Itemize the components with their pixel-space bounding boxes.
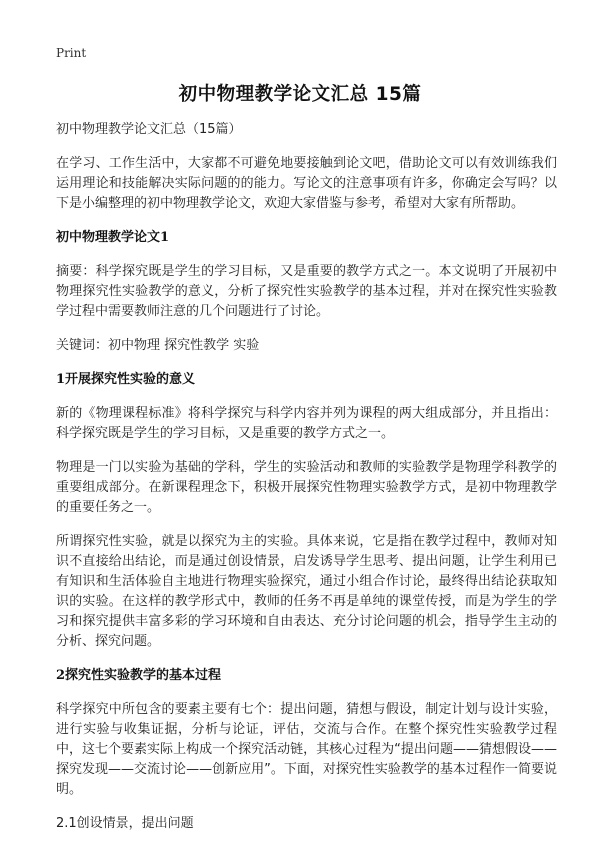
paragraph-seven-elements: 科学探究中所包含的要素主要有七个：提出问题，猜想与假设，制定计划与设计实验，进行实验与收集证据，分析与论证，评估，交流与合作。在整个探究性实验教学过程中，这七个要素实际上构成一个探究活动链，其核心过程为“提出问题——猜想假设——探究发现——交流讨论——创新应用”。下面，对探究性实验教学的基本过程作一简要说明。 <box>56 702 557 797</box>
section-heading: 初中物理教学论文1 <box>56 230 170 245</box>
paragraph-physics-experiment: 物理是一门以实验为基础的学科，学生的实验活动和教师的实验教学是物理学科教学的重要组成部分。在新课程理念下，积极开展探究性物理实验教学方式，是初中物理教学的重要任务之一。 <box>56 460 557 515</box>
intro-paragraph: 在学习、工作生活中，大家都不可避免地要接触到论文吧，借助论文可以有效训练我们运用理论和技能解决实际问题的的能力。写论文的注意事项有许多，你确定会写吗？以下是小编整理的初中物理教学论文，欢迎大家借鉴与参考，希望对大家有所帮助。 <box>56 156 557 211</box>
paragraph-inquiry-definition: 所谓探究性实验，就是以探究为主的实验。具体来说，它是指在教学过程中，教师对知识不直接给出结论，而是通过创设情景，启发诱导学生思考、提出问题，让学生利用已有知识和生活体验自主地进行物理实验探究，通过小组合作讨论，最终得出结论获取知识的实验。在这样的教学形式中，教师的任务不再是单纯的课堂传授，而是为学生的学习和探究提供丰富多彩的学习环境和自由表达、充分讨论问题的机会，指导学生主动的分析、探究问题。 <box>56 534 557 649</box>
document-body <box>56 120 557 848</box>
print-label[interactable]: Print <box>56 46 87 60</box>
heading-significance: 1开展探究性实验的意义 <box>56 372 196 387</box>
document-subtitle: 初中物理教学论文汇总（15篇） <box>56 122 242 137</box>
paragraph-curriculum: 新的《物理课程标准》将科学探究与科学内容并列为课程的两大组成部分，并且指出：科学探究既是学生的学习目标，又是重要的教学方式之一。 <box>56 406 557 441</box>
subheading-create-scenario: 2.1创设情景，提出问题 <box>56 816 194 831</box>
abstract-paragraph: 摘要：科学探究既是学生的学习目标，又是重要的教学方式之一。本文说明了开展初中物理探究性实验教学的意义，分析了探究性实验教学的基本过程，并对在探究性实验教学过程中需要教师注意的几个问题进行了讨论。 <box>56 264 557 319</box>
heading-basic-process: 2探究性实验教学的基本过程 <box>56 668 222 683</box>
keywords-line: 关键词：初中物理 探究性教学 实验 <box>56 338 260 353</box>
document-title: 初中物理教学论文汇总 15篇 <box>178 84 422 105</box>
